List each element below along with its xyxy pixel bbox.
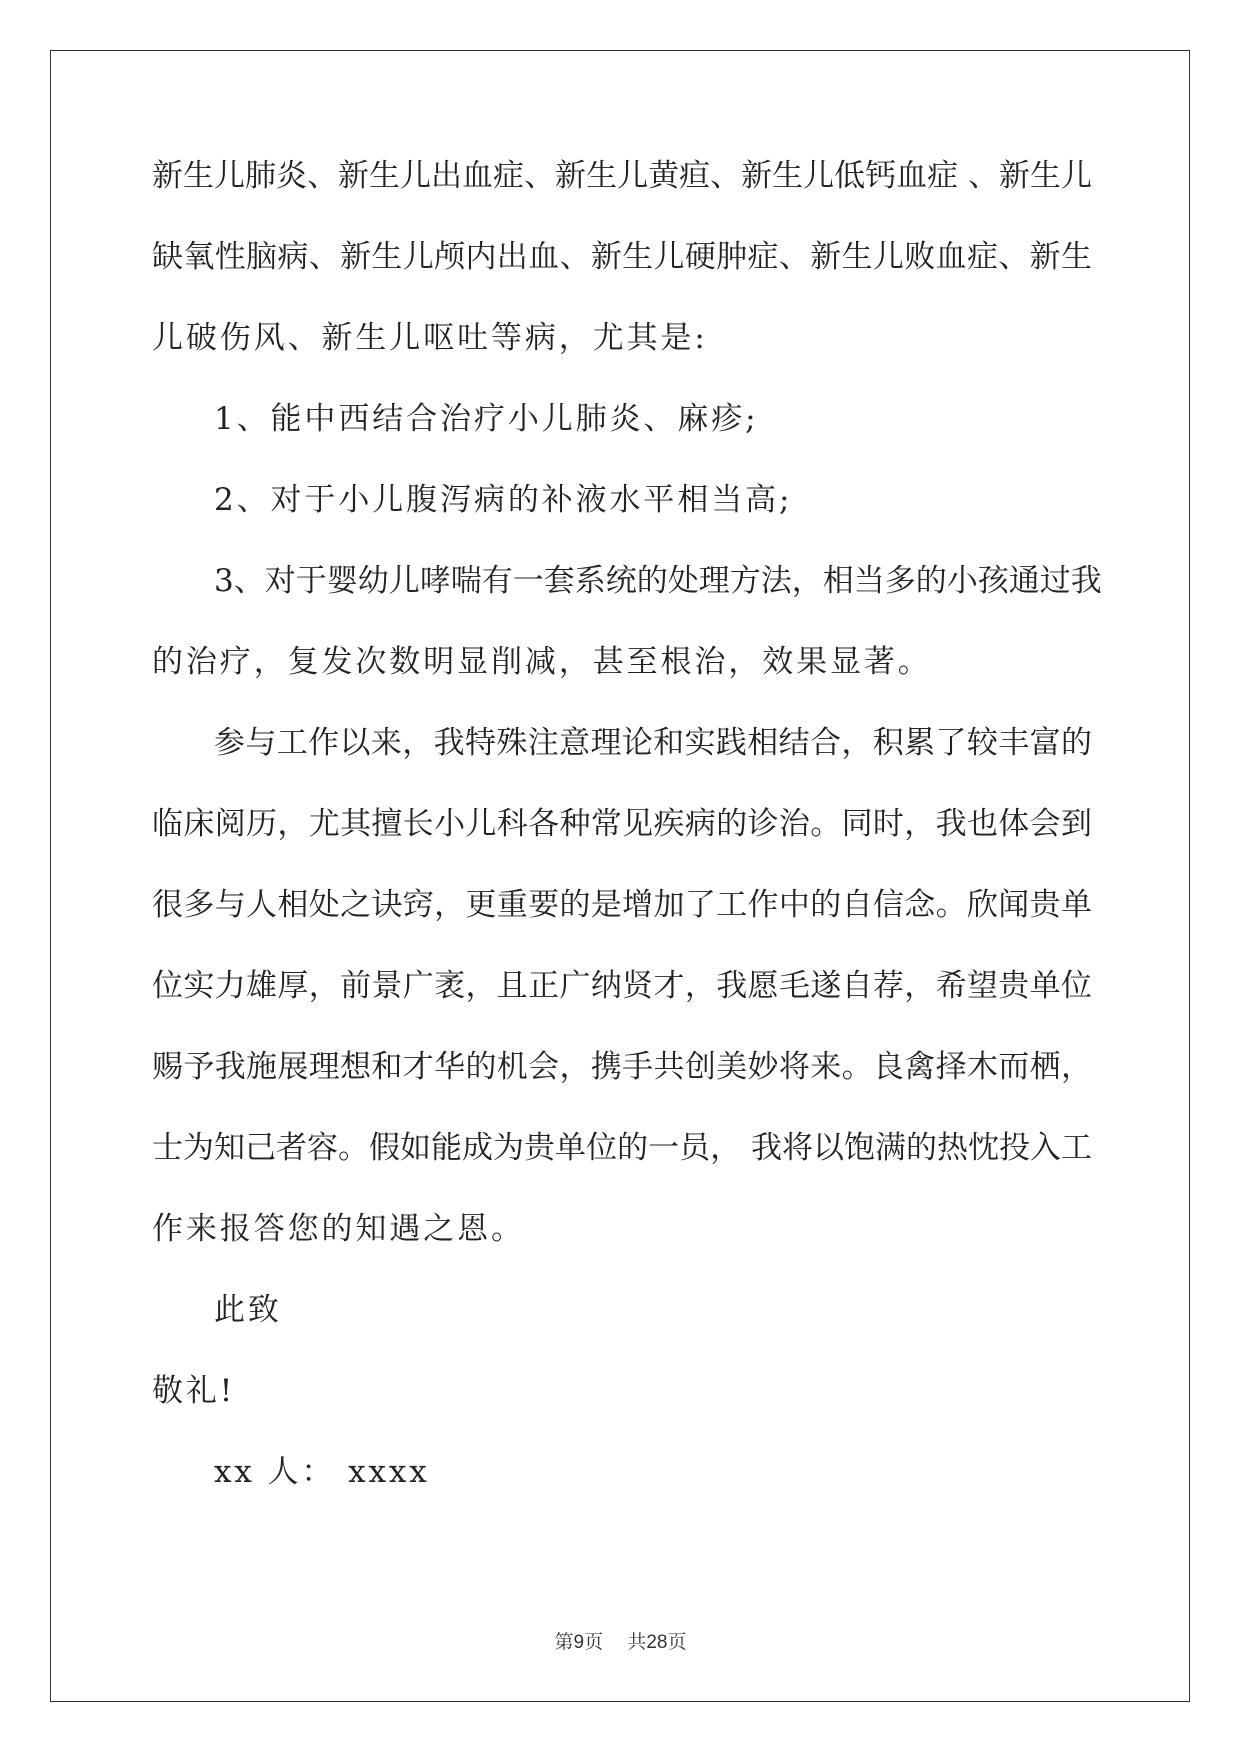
text-line: 临床阅历，尤其擅长小儿科各种常见疾病的诊治。同时，我也体会到 bbox=[152, 806, 1092, 842]
footer-total-pages: 28 bbox=[646, 1632, 668, 1653]
text-line: 3、对于婴幼儿哮喘有一套系统的处理方法，相当多的小孩通过我 bbox=[214, 563, 1102, 599]
footer-page-prefix: 第 bbox=[554, 1631, 574, 1653]
text-line: 士为知己者容。假如能成为贵单位的一员， 我将以饱满的热忱投入工 bbox=[152, 1130, 1092, 1166]
text-line: 参与工作以来，我特殊注意理论和实践相结合，积累了较丰富的 bbox=[214, 725, 1092, 761]
text-line: 很多与人相处之诀窍，更重要的是增加了工作中的自信念。欣闻贵单 bbox=[152, 887, 1092, 923]
text-line: xx 人： xxxx bbox=[214, 1454, 430, 1490]
text-line: 作来报答您的知遇之恩。 bbox=[152, 1211, 525, 1247]
letter-body bbox=[152, 156, 1102, 1533]
footer-total-prefix: 共 bbox=[627, 1631, 647, 1653]
footer-page-number: 9 bbox=[573, 1632, 585, 1653]
text-line: 新生儿肺炎、新生儿出血症、新生儿黄疸、新生儿低钙血症 、新生儿 bbox=[152, 158, 1092, 194]
text-line: 赐予我施展理想和才华的机会，携手共创美妙将来。良禽择木而栖， bbox=[152, 1049, 1092, 1085]
page-footer bbox=[0, 1627, 1241, 1654]
text-line: 缺氧性脑病、新生儿颅内出血、新生儿硬肿症、新生儿败血症、新生 bbox=[152, 239, 1092, 275]
text-line: 敬礼! bbox=[152, 1373, 236, 1409]
text-line: 此致 bbox=[214, 1292, 282, 1328]
text-line: 2、对于小儿腹泻病的补液水平相当高; bbox=[214, 482, 793, 518]
text-line: 1、能中西结合治疗小儿肺炎、麻疹; bbox=[214, 401, 759, 437]
text-line: 儿破伤风、新生儿呕吐等病，尤其是: bbox=[152, 320, 708, 356]
text-line: 位实力雄厚，前景广袤，且正广纳贤才，我愿毛遂自荐，希望贵单位 bbox=[152, 968, 1092, 1004]
footer-total-suffix: 页 bbox=[667, 1631, 687, 1653]
text-line: 的治疗，复发次数明显削减，甚至根治，效果显著。 bbox=[152, 644, 932, 680]
footer-page-suffix: 页 bbox=[584, 1631, 604, 1653]
